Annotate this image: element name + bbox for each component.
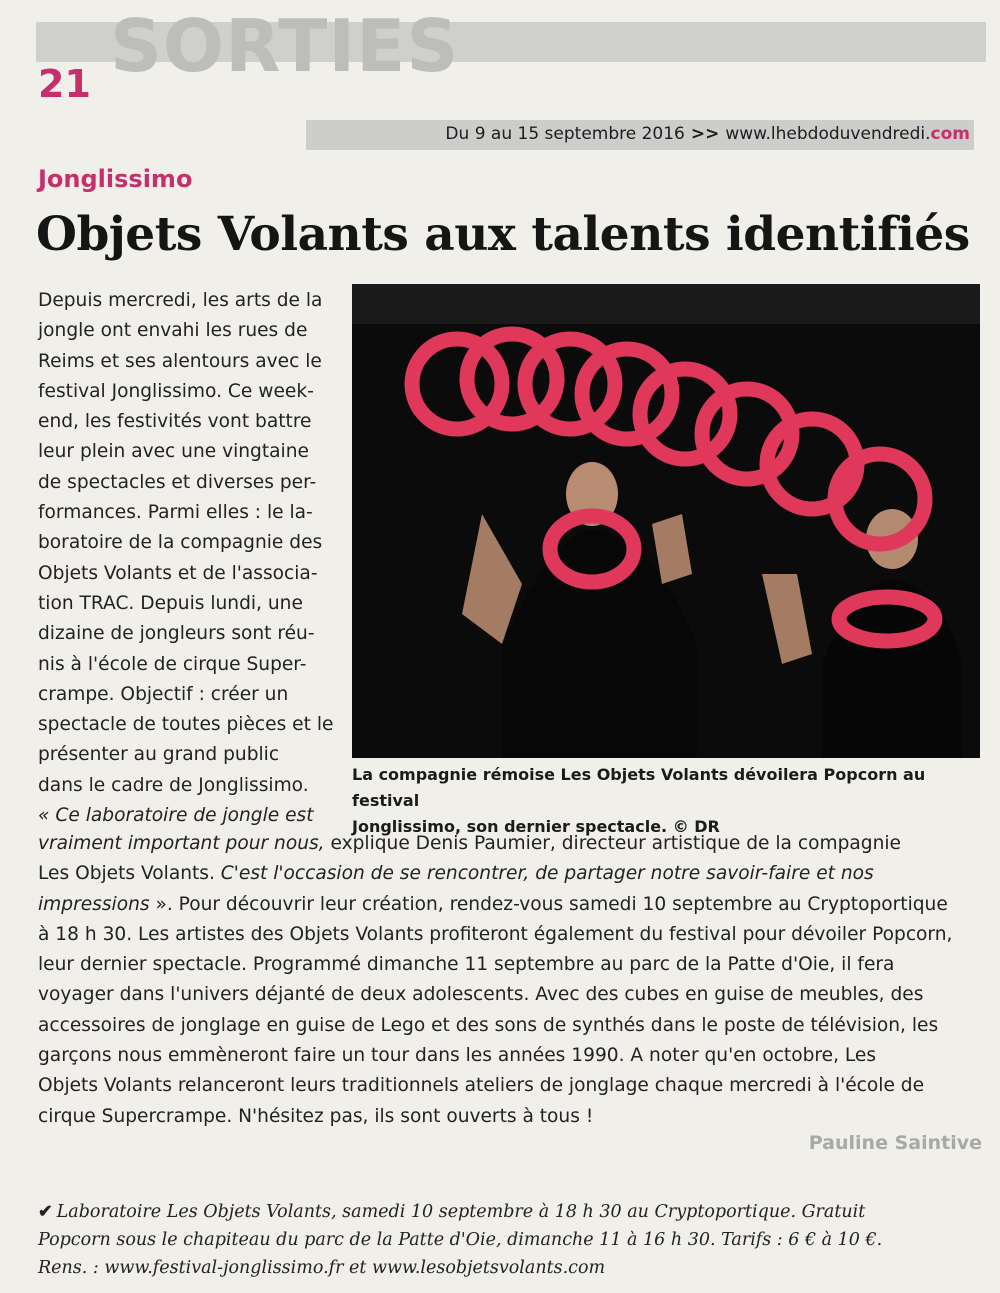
text-line: tion TRAC. Depuis lundi, une bbox=[38, 592, 303, 614]
info-line: Popcorn sous le chapiteau du parc de la Patte d'Oie, dimanche 11 à 16 h 30. Tarifs : 6 € à 10 €. bbox=[38, 1230, 883, 1250]
text-line: leur dernier spectacle. Programmé dimanche 11 septembre au parc de la Patte d'Oie, il fera bbox=[38, 954, 895, 976]
text-line: Depuis mercredi, les arts de la bbox=[38, 290, 323, 311]
text-line: voyager dans l'univers déjanté de deux adolescents. Avec des cubes en guise de meubles, des bbox=[38, 984, 924, 1006]
section-title: SORTIES bbox=[110, 4, 460, 88]
text-line: cirque Supercrampe. N'hésitez pas, ils sont ouverts à tous ! bbox=[38, 1105, 594, 1127]
text-line: accessoires de jonglage en guise de Lego et des sons de synthés dans le poste de télévision, les bbox=[38, 1014, 939, 1036]
practical-info bbox=[38, 1198, 978, 1282]
info-line: ✔ Laboratoire Les Objets Volants, samedi 10 septembre à 18 h 30 au Cryptoportique. Gratuit bbox=[38, 1202, 866, 1222]
text-line: garçons nous emmèneront faire un tour dans les années 1990. A noter qu'en octobre, Les bbox=[38, 1045, 877, 1067]
text-line: présenter au grand public bbox=[38, 744, 280, 766]
text-line: à 18 h 30. Les artistes des Objets Volants profiteront également du festival pour dévoiler Popcorn, bbox=[38, 923, 953, 945]
text-line: festival Jonglissimo. Ce week- bbox=[38, 380, 314, 402]
article-author: Pauline Saintive bbox=[808, 1132, 982, 1154]
text-line: formances. Parmi elles : le la- bbox=[38, 502, 313, 524]
info-line: Rens. : www.festival-jonglissimo.fr et www.lesobjetsvolants.com bbox=[38, 1258, 606, 1278]
text-line: Reims et ses alentours avec le bbox=[38, 350, 322, 372]
issue-date-line bbox=[445, 124, 970, 144]
quote-start: « Ce laboratoire de jongle est bbox=[38, 805, 314, 827]
check-icon: ✔ bbox=[38, 1202, 53, 1222]
text-line: dizaine de jongleurs sont réu- bbox=[38, 623, 315, 645]
text-line: de spectacles et diverses per- bbox=[38, 471, 317, 493]
text-line: boratoire de la compagnie des bbox=[38, 532, 323, 554]
article-kicker: Jonglissimo bbox=[38, 165, 193, 193]
text-line: leur plein avec une vingtaine bbox=[38, 441, 309, 463]
text-line: Les Objets Volants. C'est l'occasion de se rencontrer, de partager notre savoir-faire et nos bbox=[38, 863, 874, 885]
text-line: Objets Volants et de l'associa- bbox=[38, 562, 318, 584]
page-number: 21 bbox=[38, 62, 91, 106]
website-url: www.lhebdoduvendredi.com bbox=[725, 124, 970, 144]
text-line: spectacle de toutes pièces et le bbox=[38, 714, 334, 736]
caption-line: La compagnie rémoise Les Objets Volants dévoilera Popcorn au festival bbox=[352, 765, 926, 810]
article-headline: Objets Volants aux talents identifiés bbox=[36, 207, 970, 262]
text-line: dans le cadre de Jonglissimo. bbox=[38, 774, 309, 796]
caption-line: Jonglissimo, son dernier spectacle. © DR bbox=[352, 817, 720, 836]
text-line: Objets Volants relanceront leurs traditionnels ateliers de jonglage chaque mercredi à l'école de bbox=[38, 1075, 925, 1097]
text-line: end, les festivités vont battre bbox=[38, 411, 312, 433]
text-line: nis à l'école de cirque Super- bbox=[38, 653, 307, 675]
juggling-photo-illustration bbox=[352, 284, 980, 758]
text-line: crampe. Objectif : créer un bbox=[38, 683, 289, 705]
article-body bbox=[38, 829, 983, 1132]
issue-date: Du 9 au 15 septembre 2016 bbox=[445, 124, 685, 144]
text-line: vraiment important pour nous, explique Denis Paumier, directeur artistique de la compagnie bbox=[38, 833, 901, 854]
juggling-photo bbox=[352, 284, 980, 758]
article-intro-column bbox=[38, 286, 340, 831]
text-line: impressions ». Pour découvrir leur création, rendez-vous samedi 10 septembre au Cryptoportique bbox=[38, 893, 948, 915]
text-line: jongle ont envahi les rues de bbox=[38, 320, 308, 342]
arrows-icon: >> bbox=[690, 124, 720, 144]
